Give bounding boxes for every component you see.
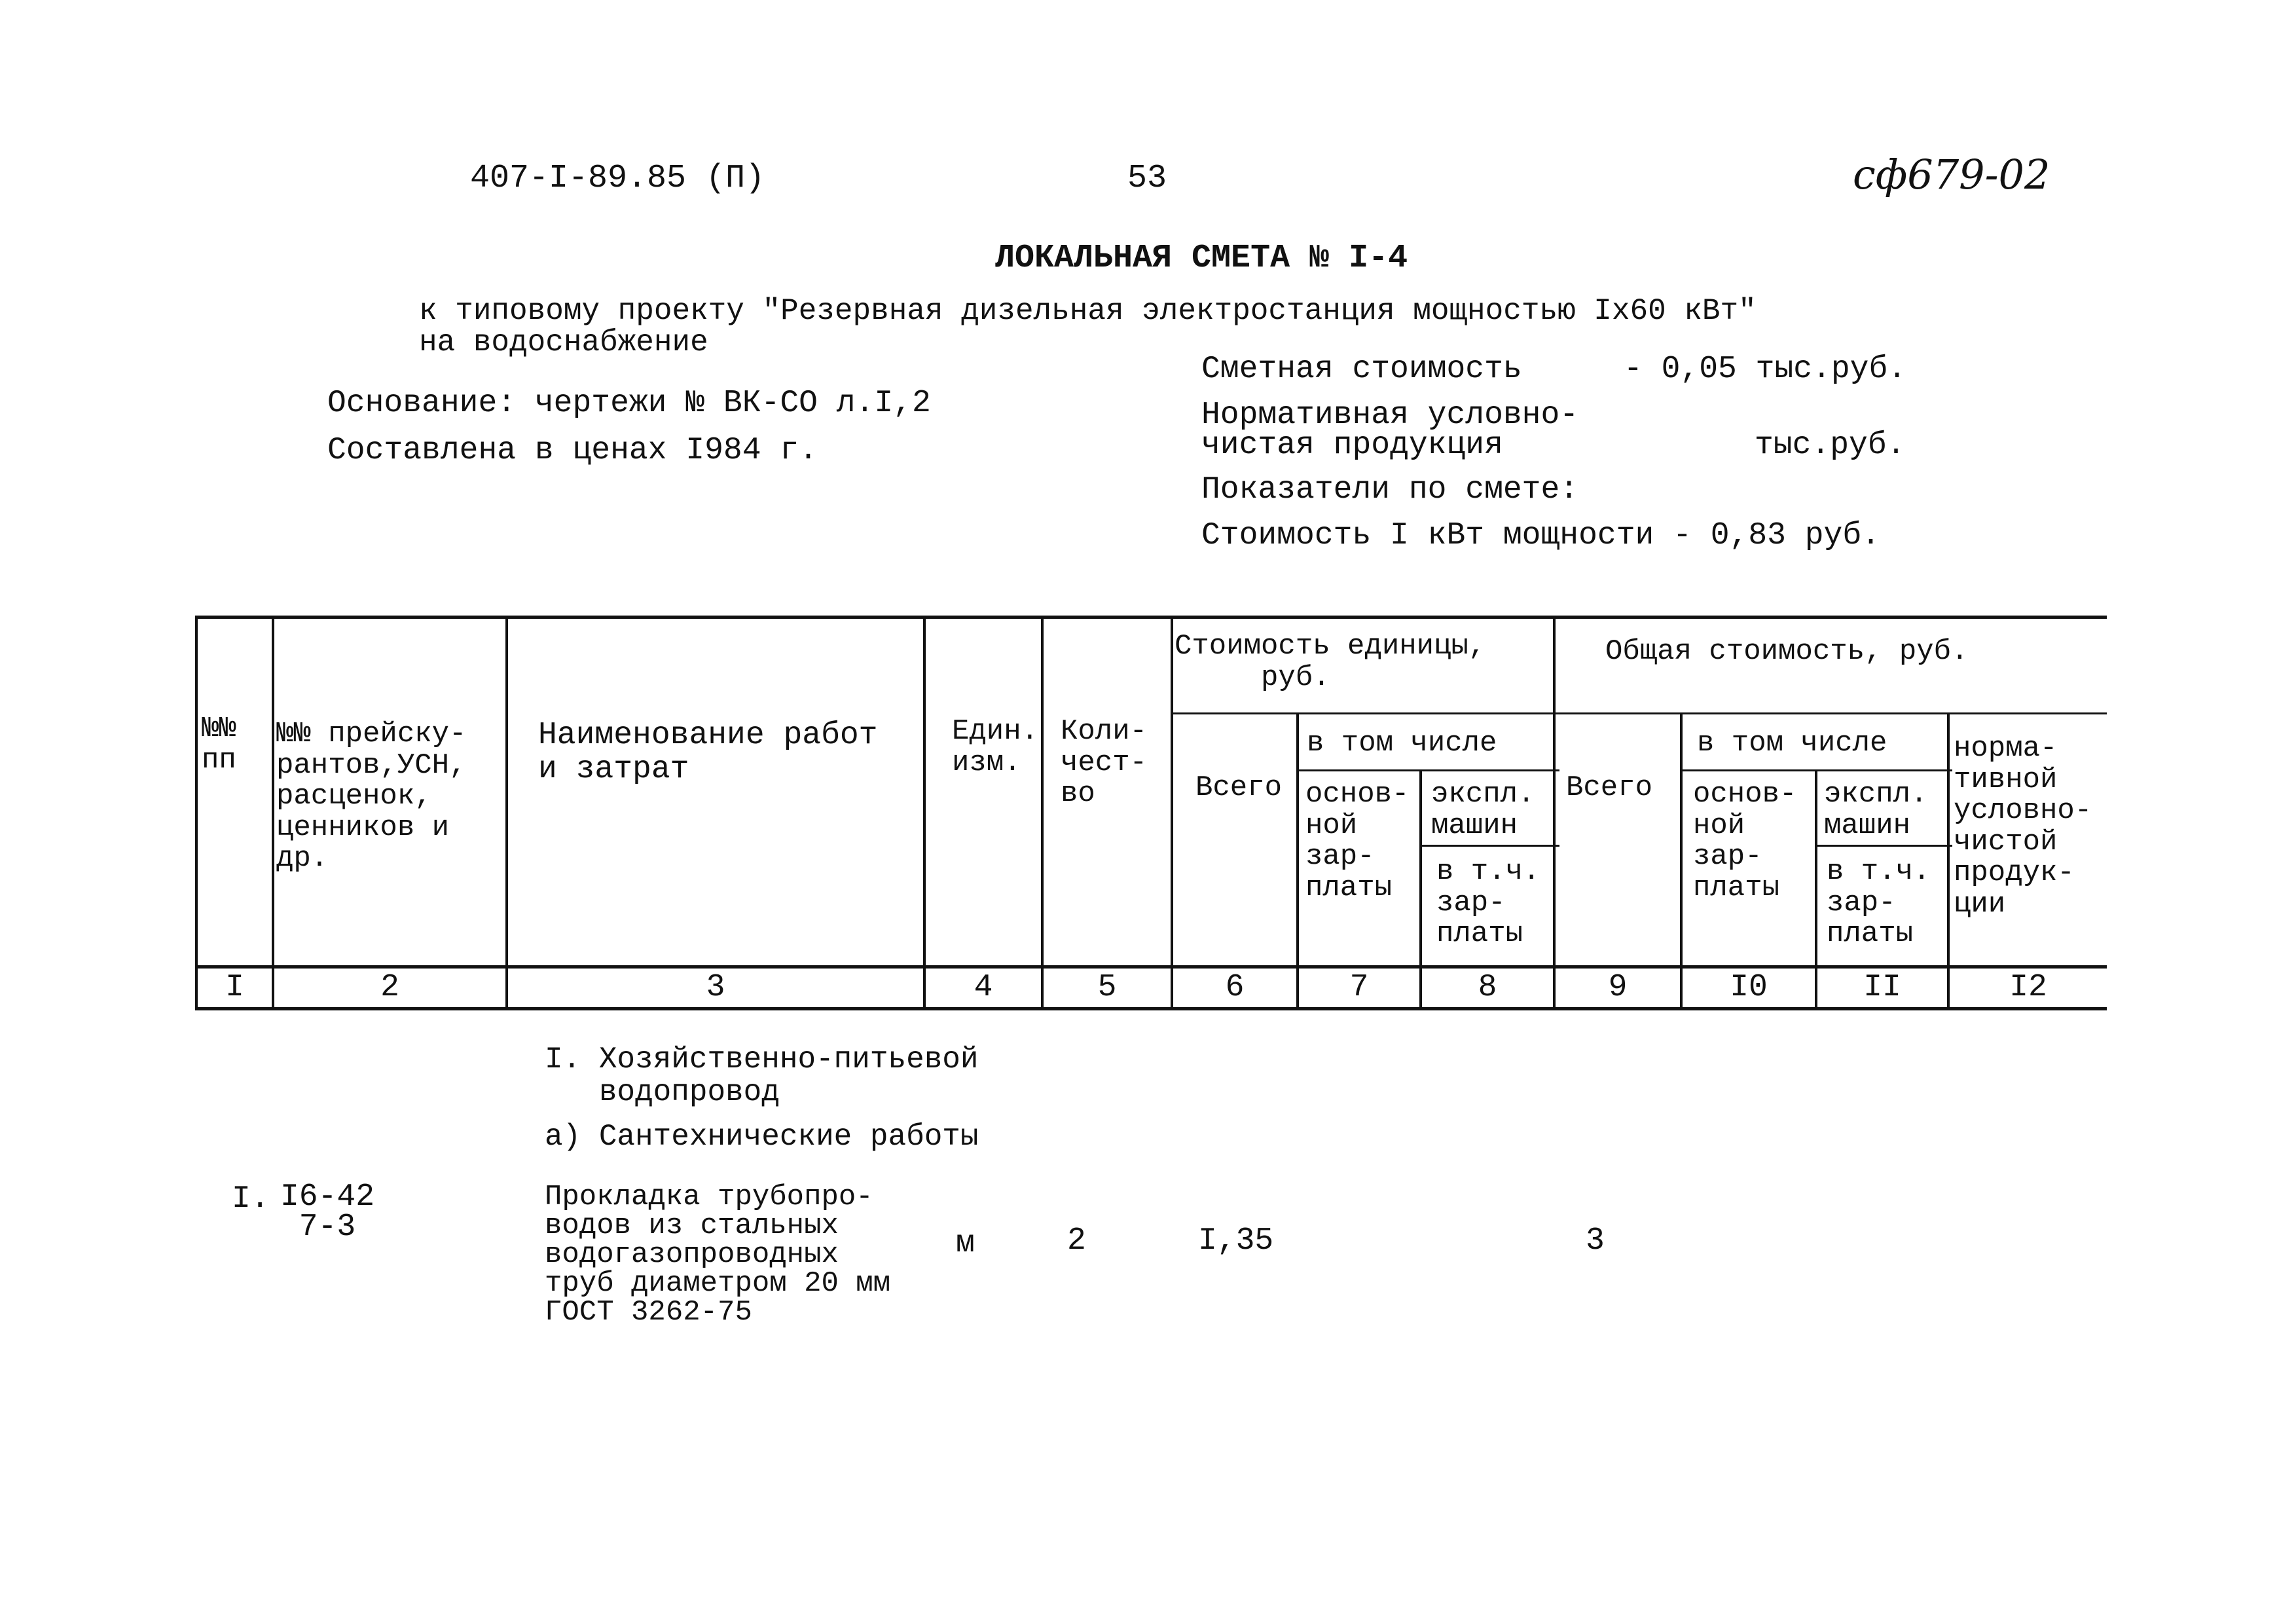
header-unit: Един. изм.	[952, 715, 1039, 779]
subtitle-line-1: к типовому проекту "Резервная дизельная электростанция мощностью Iх60 кВт"	[419, 294, 1757, 328]
col-divider-9	[1680, 712, 1683, 1009]
basis-drawings: Основание: чертежи № ВК-СО л.I,2	[327, 386, 931, 421]
col-divider-3	[923, 616, 926, 1009]
col-divider-5	[1171, 616, 1173, 1009]
column-number-4: 4	[974, 970, 993, 1005]
handwritten-mark: сф679-02	[1853, 151, 2050, 198]
header-normative-product: норма- тивной условно- чистой продук- ции	[1954, 732, 2092, 921]
column-number-10: I0	[1730, 970, 1768, 1005]
col-divider-4	[1041, 616, 1044, 1009]
row-unit-cost: I,35	[1198, 1223, 1274, 1259]
normative-label-2: чистая продукция	[1201, 428, 1503, 463]
machines-divider-2	[1817, 845, 1952, 847]
header-quantity: Коли- чест- во	[1061, 715, 1148, 811]
row-number: I.	[232, 1181, 270, 1217]
header-total-cost-group: Общая стоимость, руб.	[1605, 635, 1969, 668]
machines-divider-1	[1421, 845, 1559, 847]
table-left-border	[195, 616, 198, 1009]
column-number-3: 3	[706, 970, 725, 1005]
table-top-border	[195, 616, 2107, 619]
basis-prices: Составлена в ценах I984 г.	[327, 433, 818, 468]
numbers-row-bottom-border	[195, 1007, 2107, 1010]
header-work-name: Наименование работ и затрат	[538, 718, 878, 787]
indicators-label: Показатели по смете:	[1201, 472, 1579, 507]
row-total-cost: 3	[1586, 1223, 1605, 1259]
row-quantity: 2	[1067, 1223, 1086, 1259]
normative-unit: тыс.руб.	[1755, 428, 1906, 463]
header-total-cost-base-salary: основ- ной зар- платы	[1693, 778, 1797, 904]
estimate-title: ЛОКАЛЬНАЯ СМЕТА № I-4	[995, 240, 1408, 277]
row-unit: м	[956, 1226, 975, 1261]
unit-cost-including-divider	[1298, 769, 1559, 771]
column-number-5: 5	[1097, 970, 1117, 1005]
normative-label-1: Нормативная условно-	[1201, 397, 1579, 433]
col-divider-2	[505, 616, 508, 1009]
header-unit-cost-base-salary: основ- ной зар- платы	[1305, 778, 1410, 904]
page-number: 53	[1127, 160, 1167, 197]
header-bottom-border	[195, 965, 2107, 969]
header-unit-cost-machines-salary: в т.ч. зар- платы	[1436, 855, 1540, 951]
header-total-cost-total: Всего	[1566, 771, 1653, 804]
column-number-2: 2	[380, 970, 399, 1005]
subtitle-line-2: на водоснабжение	[419, 325, 708, 360]
column-number-8: 8	[1478, 970, 1497, 1005]
header-total-cost-machines: экспл. машин	[1824, 778, 1928, 842]
header-unit-cost-group: Стоимость единицы, руб.	[1175, 630, 1486, 694]
column-number-1: I	[225, 970, 244, 1005]
col-divider-1	[272, 616, 274, 1009]
header-price-list-numbers: №№ прейску- рантов,УСН, расценок, ценников и др.	[276, 718, 467, 876]
cost-per-kw: Стоимость I кВт мощности - 0,83 руб.	[1201, 518, 1880, 553]
row-work-name: Прокладка трубопро- водов из стальных водогазопроводных труб диаметром 20 мм ГОСТ 3262-75	[545, 1181, 891, 1329]
header-unit-cost-total: Всего	[1195, 771, 1283, 804]
col-divider-8	[1553, 616, 1556, 1009]
unit-cost-group-divider	[1173, 712, 2107, 714]
column-number-11: II	[1863, 970, 1901, 1005]
col-divider-6	[1296, 712, 1299, 1009]
estimated-cost-label: Сметная стоимость	[1201, 352, 1522, 387]
column-number-12: I2	[2009, 970, 2047, 1005]
column-number-7: 7	[1349, 970, 1369, 1005]
header-total-cost-including: в том числе	[1697, 727, 1887, 760]
column-number-6: 6	[1225, 970, 1245, 1005]
document-code: 407-I-89.85 (П)	[470, 160, 765, 197]
estimated-cost-value: - 0,05 тыс.руб.	[1624, 352, 1907, 387]
header-total-cost-machines-salary: в т.ч. зар- платы	[1827, 855, 1931, 951]
row-price-code: I6-42 7-3	[280, 1179, 375, 1245]
header-unit-cost-machines: экспл. машин	[1431, 778, 1535, 842]
header-unit-cost-including: в том числе	[1307, 727, 1497, 760]
header-row-number: №№ пп	[202, 712, 236, 777]
col-divider-11	[1947, 712, 1950, 1009]
subsection-title: а) Сантехнические работы	[545, 1120, 979, 1154]
column-number-9: 9	[1608, 970, 1628, 1005]
section-title: I. Хозяйственно-питьевой водопровод	[545, 1043, 979, 1109]
